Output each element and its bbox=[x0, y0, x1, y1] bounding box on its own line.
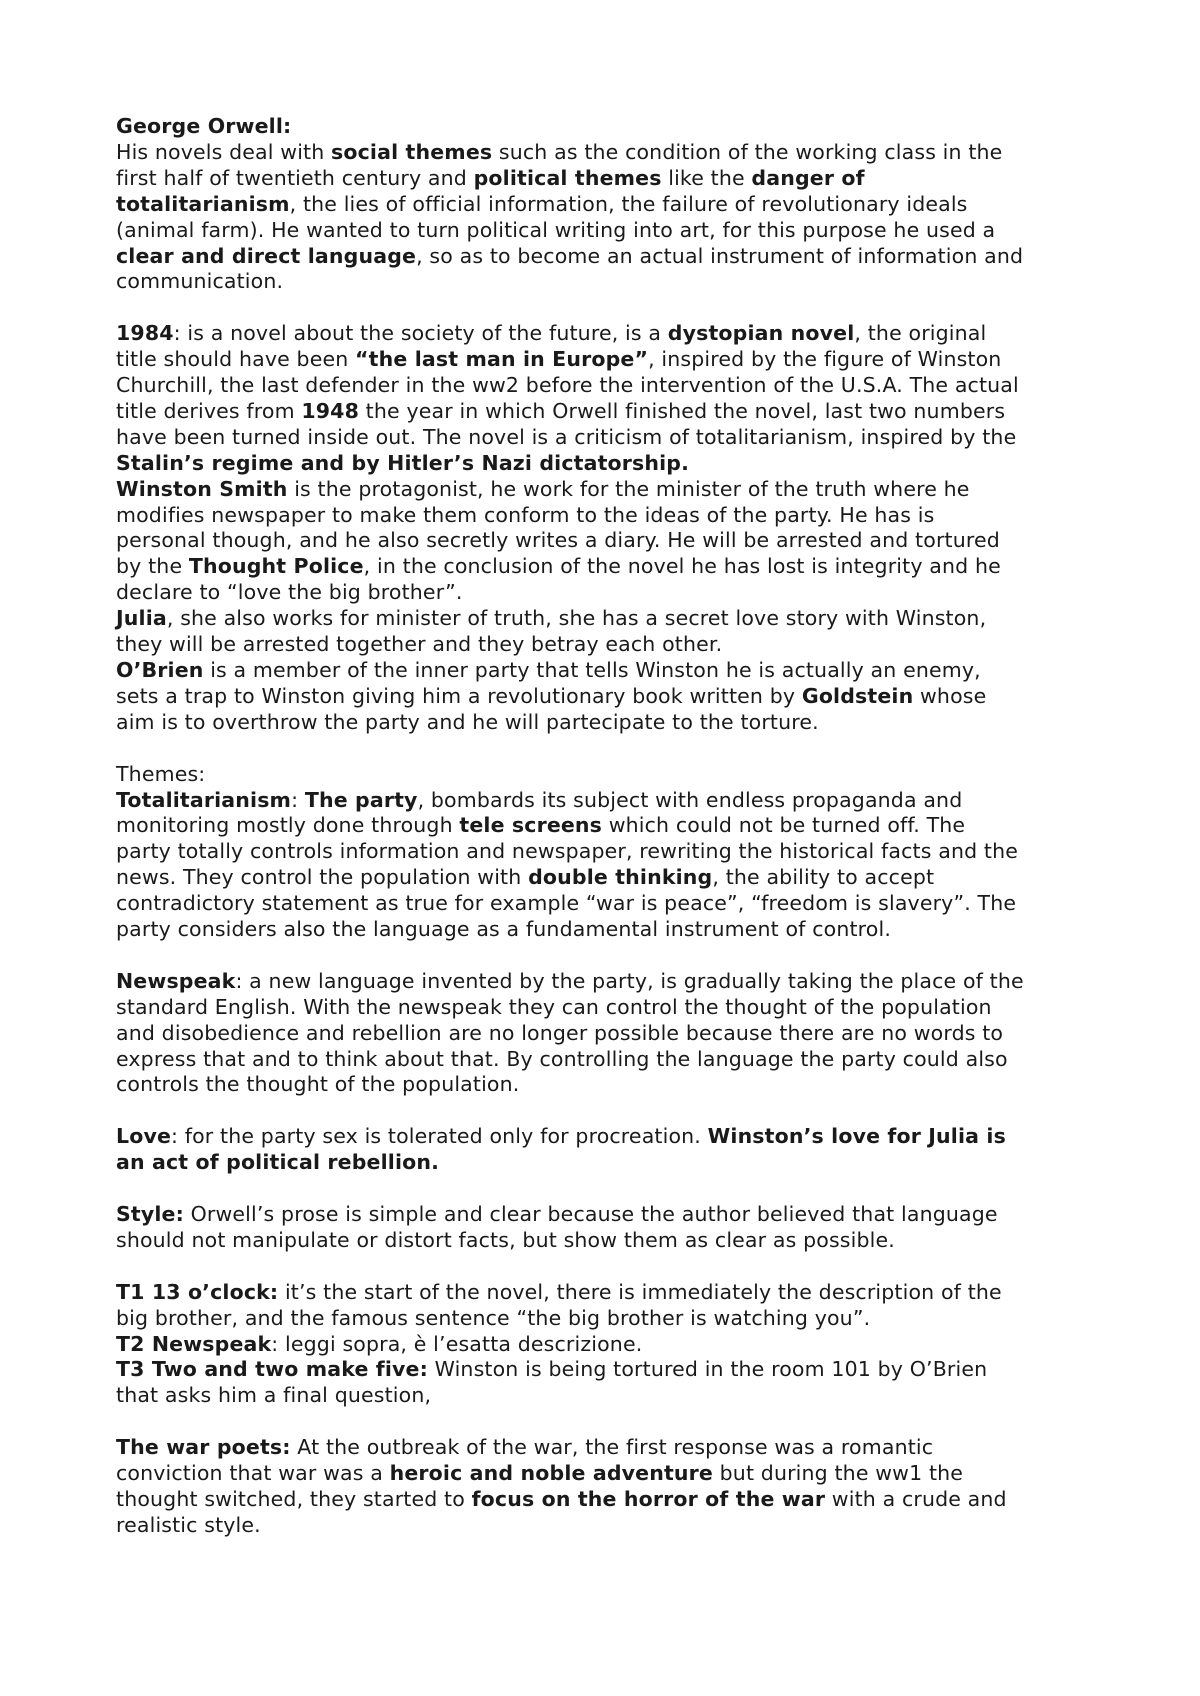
text-line bbox=[116, 969, 1116, 995]
text-line bbox=[116, 425, 1116, 451]
text-line bbox=[116, 1306, 1116, 1332]
bold-text: Julia bbox=[116, 606, 167, 631]
bold-text: double thinking bbox=[528, 865, 713, 890]
paragraph bbox=[116, 114, 1116, 295]
text: , the ability to accept bbox=[712, 865, 935, 890]
text-line bbox=[116, 528, 1116, 554]
text-line bbox=[116, 1435, 1116, 1461]
text: whose bbox=[913, 683, 987, 708]
bold-text: O’Brien bbox=[116, 658, 204, 683]
bold-text: “the last man in Europe” bbox=[355, 347, 649, 372]
text: party considers also the language as a fundamental instrument of control. bbox=[116, 917, 891, 942]
text-line bbox=[116, 166, 1116, 192]
bold-text: T3 Two and two make five: bbox=[116, 1357, 428, 1382]
text: modifies newspaper to make them conform to the ideas of the party. He has is bbox=[116, 502, 935, 527]
text: (animal farm). He wanted to turn political writing into art, for this purpose he used a bbox=[116, 217, 996, 242]
text: , bombards its subject with endless propaganda and bbox=[417, 787, 963, 812]
text: they will be arrested together and they betray each other. bbox=[116, 632, 723, 657]
bold-text: tele screens bbox=[459, 813, 603, 838]
text-line bbox=[116, 917, 1116, 943]
text: such as the condition of the working class in the bbox=[492, 139, 1003, 164]
text: news. They control the population with bbox=[116, 865, 529, 890]
bold-text: 1984 bbox=[116, 321, 174, 346]
text: aim is to overthrow the party and he will partecipate to the torture. bbox=[116, 709, 819, 734]
text: it’s the start of the novel, there is immediately the description of the bbox=[278, 1279, 1002, 1304]
text-line bbox=[116, 399, 1116, 425]
text: Orwell’s prose is simple and clear because the author believed that language bbox=[183, 1201, 998, 1226]
bold-text: Stalin’s regime and by Hitler’s Nazi dictatorship. bbox=[116, 450, 690, 475]
paragraph-gap bbox=[116, 736, 1116, 762]
text: , the original bbox=[854, 321, 987, 346]
bold-text: clear and direct language bbox=[116, 243, 417, 268]
bold-text: focus on the horror of the war bbox=[471, 1486, 826, 1511]
text: express that and to think about that. By controlling the language the party could also bbox=[116, 1046, 1008, 1071]
bold-text: Winston Smith bbox=[116, 476, 288, 501]
text-line bbox=[116, 269, 1116, 295]
text-line bbox=[116, 1150, 1116, 1176]
text: personal though, and he also secretly writes a diary. He will be arrested and tortured bbox=[116, 528, 1000, 553]
bold-text: The party bbox=[304, 787, 418, 812]
text-line bbox=[116, 1280, 1116, 1306]
text: , the lies of official information, the failure of revolutionary ideals bbox=[289, 191, 968, 216]
text: title derives from bbox=[116, 398, 302, 423]
bold-text: dystopian novel bbox=[667, 321, 855, 346]
text-line bbox=[116, 632, 1116, 658]
text: : leggi sopra, è l’esatta descrizione. bbox=[271, 1331, 643, 1356]
text: His novels deal with bbox=[116, 139, 332, 164]
text-line bbox=[116, 710, 1116, 736]
text: thought switched, they started to bbox=[116, 1486, 472, 1511]
bold-text: George Orwell: bbox=[116, 114, 292, 138]
paragraph bbox=[116, 762, 1116, 943]
bold-text: T2 Newspeak bbox=[116, 1331, 272, 1356]
bold-text: Winston’s love for Julia is bbox=[707, 1124, 1006, 1149]
text-line bbox=[116, 1202, 1116, 1228]
text-line bbox=[116, 684, 1116, 710]
text-line bbox=[116, 192, 1116, 218]
text: conviction that war was a bbox=[116, 1461, 390, 1486]
text-line bbox=[116, 606, 1116, 632]
text-line bbox=[116, 813, 1116, 839]
bold-text: Style: bbox=[116, 1201, 184, 1226]
text: Winston is being tortured in the room 101 by O’Brien bbox=[427, 1357, 988, 1382]
text-line bbox=[116, 554, 1116, 580]
text: At the outbreak of the war, the first response was a romantic bbox=[290, 1435, 934, 1460]
document-page bbox=[116, 114, 1116, 1539]
text: declare to “love the big brother”. bbox=[116, 580, 463, 605]
text: that asks him a final question, bbox=[116, 1383, 432, 1408]
bold-text: T1 13 o’clock: bbox=[116, 1279, 279, 1304]
text-line bbox=[116, 477, 1116, 503]
text-line bbox=[116, 218, 1116, 244]
bold-text: 1948 bbox=[301, 398, 360, 423]
text-line bbox=[116, 1047, 1116, 1073]
text: , inspired by the figure of Winston bbox=[648, 347, 1002, 372]
text: is a member of the inner party that tells Winston he is actually an enemy, bbox=[203, 658, 981, 683]
text-line bbox=[116, 580, 1116, 606]
bold-text: Goldstein bbox=[801, 683, 914, 708]
bold-text: Thought Police bbox=[188, 554, 364, 579]
bold-text: heroic and noble adventure bbox=[389, 1461, 713, 1486]
text: communication. bbox=[116, 269, 284, 294]
text: have been turned inside out. The novel is a criticism of totalitarianism, inspired by the bbox=[116, 424, 1017, 449]
bold-text: an act of political rebellion. bbox=[116, 1150, 440, 1175]
text-line bbox=[116, 788, 1116, 814]
text-line bbox=[116, 503, 1116, 529]
text-line bbox=[116, 1383, 1116, 1409]
text-line bbox=[116, 1332, 1116, 1358]
paragraph-gap bbox=[116, 1409, 1116, 1435]
bold-text: danger of bbox=[751, 165, 865, 190]
text-line bbox=[116, 1072, 1116, 1098]
text: monitoring mostly done through bbox=[116, 813, 460, 838]
text: is the protagonist, he work for the minister of the truth where he bbox=[287, 476, 970, 501]
text-line bbox=[116, 140, 1116, 166]
paragraph bbox=[116, 321, 1116, 736]
text: big brother, and the famous sentence “the big brother is watching you”. bbox=[116, 1305, 871, 1330]
text-line bbox=[116, 1513, 1116, 1539]
text-line bbox=[116, 321, 1116, 347]
text: controls the thought of the population. bbox=[116, 1072, 520, 1097]
text: first half of twentieth century and bbox=[116, 165, 474, 190]
paragraph-gap bbox=[116, 1176, 1116, 1202]
bold-text: Totalitarianism bbox=[116, 787, 292, 812]
text-line bbox=[116, 451, 1116, 477]
text-line bbox=[116, 1461, 1116, 1487]
text-line bbox=[116, 891, 1116, 917]
text: : is a novel about the society of the future, is a bbox=[173, 321, 668, 346]
text: contradictory statement as true for example “war is peace”, “freedom is slavery”. The bbox=[116, 891, 1017, 916]
text: and disobedience and rebellion are no longer possible because there are no words to bbox=[116, 1020, 1004, 1045]
text: , so as to become an actual instrument of information and bbox=[416, 243, 1024, 268]
text: by the bbox=[116, 554, 189, 579]
text: title should have been bbox=[116, 347, 356, 372]
text: party totally controls information and newspaper, rewriting the historical facts and the bbox=[116, 839, 1019, 864]
text-line bbox=[116, 1228, 1116, 1254]
paragraph-gap bbox=[116, 1098, 1116, 1124]
bold-text: Love bbox=[116, 1124, 172, 1149]
text-line bbox=[116, 244, 1116, 270]
text-line bbox=[116, 114, 1116, 140]
bold-text: political themes bbox=[473, 165, 662, 190]
text: but during the ww1 the bbox=[712, 1461, 964, 1486]
text: like the bbox=[661, 165, 752, 190]
text: realistic style. bbox=[116, 1512, 261, 1537]
text-line bbox=[116, 1487, 1116, 1513]
bold-text: Newspeak bbox=[116, 968, 236, 993]
paragraph-gap bbox=[116, 943, 1116, 969]
text-line bbox=[116, 995, 1116, 1021]
text: : bbox=[291, 787, 305, 812]
paragraph bbox=[116, 1280, 1116, 1410]
text-line bbox=[116, 373, 1116, 399]
text: : a new language invented by the party, is gradually taking the place of the bbox=[235, 968, 1024, 993]
text: , in the conclusion of the novel he has lost is integrity and he bbox=[363, 554, 1001, 579]
paragraph-gap bbox=[116, 1254, 1116, 1280]
text: standard English. With the newspeak they can control the thought of the population bbox=[116, 994, 992, 1019]
paragraph bbox=[116, 1202, 1116, 1254]
text: with a crude and bbox=[825, 1486, 1007, 1511]
bold-text: totalitarianism bbox=[116, 191, 290, 216]
text: Themes: bbox=[116, 761, 206, 786]
text-line bbox=[116, 762, 1116, 788]
text: the year in which Orwell finished the novel, last two numbers bbox=[359, 398, 1006, 423]
text: , she also works for minister of truth, she has a secret love story with Winston, bbox=[166, 606, 987, 631]
paragraph bbox=[116, 1124, 1116, 1176]
text: : for the party sex is tolerated only for procreation. bbox=[171, 1124, 708, 1149]
text-line bbox=[116, 347, 1116, 373]
text-line bbox=[116, 658, 1116, 684]
text-line bbox=[116, 865, 1116, 891]
text: which could not be turned off. The bbox=[602, 813, 966, 838]
bold-text: The war poets: bbox=[116, 1435, 291, 1460]
text-line bbox=[116, 1357, 1116, 1383]
paragraph bbox=[116, 1435, 1116, 1539]
text-line bbox=[116, 1021, 1116, 1047]
bold-text: social themes bbox=[331, 139, 493, 164]
text: sets a trap to Winston giving him a revolutionary book written by bbox=[116, 683, 802, 708]
paragraph-gap bbox=[116, 295, 1116, 321]
text-line bbox=[116, 839, 1116, 865]
paragraph bbox=[116, 969, 1116, 1099]
text: should not manipulate or distort facts, but show them as clear as possible. bbox=[116, 1227, 895, 1252]
text-line bbox=[116, 1124, 1116, 1150]
text: Churchill, the last defender in the ww2 before the intervention of the U.S.A. The actual bbox=[116, 373, 1019, 398]
